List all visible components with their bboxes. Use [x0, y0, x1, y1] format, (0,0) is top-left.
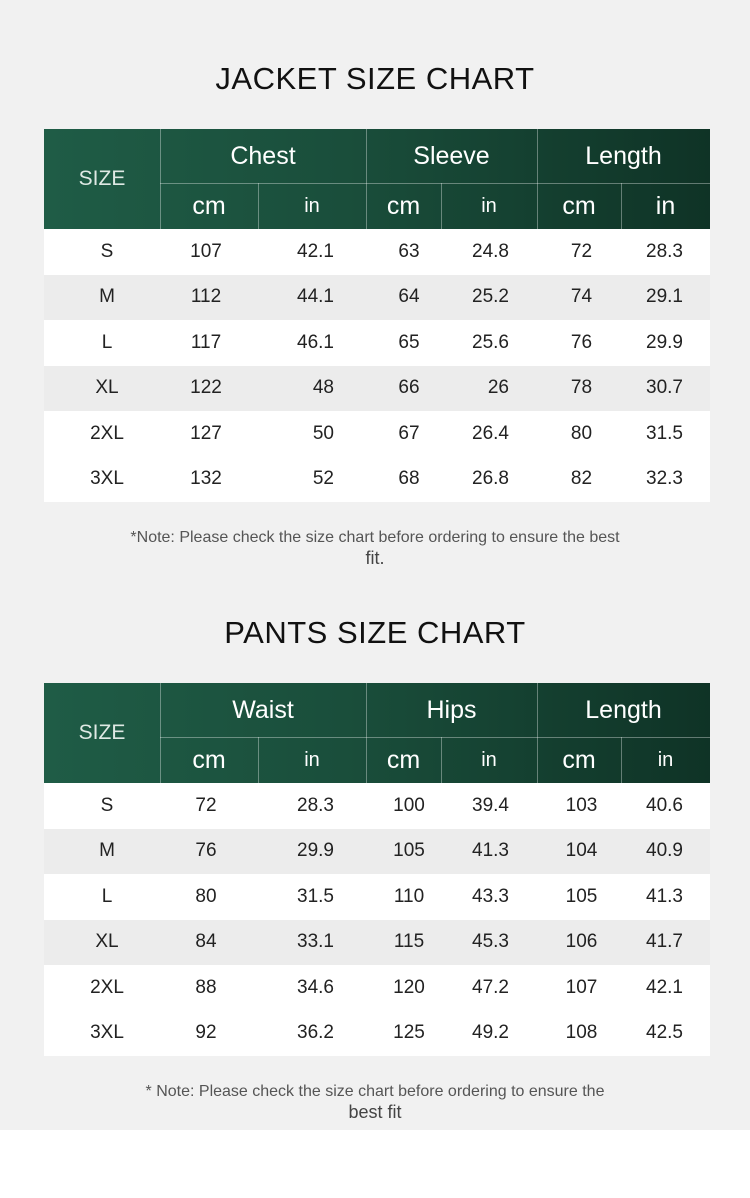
note-line: *Note: Please check the size chart before ordering to ensure the best [130, 529, 620, 546]
value-cell: 45.3 [472, 931, 509, 953]
size-column-header: SIZE [78, 721, 126, 744]
value-cell: 29.9 [297, 840, 334, 862]
value-cell: 49.2 [472, 1022, 509, 1044]
unit-cm-header: cm [386, 745, 421, 774]
size-column-header: SIZE [78, 167, 126, 190]
table-row [44, 1011, 710, 1057]
value-cell: 115 [393, 931, 425, 953]
size-cell: S [100, 794, 114, 816]
value-cell: 110 [393, 885, 425, 907]
note-line: * Note: Please check the size chart before ordering to ensure the [145, 1083, 605, 1100]
value-cell: 41.3 [472, 840, 509, 862]
value-cell: 120 [393, 976, 425, 998]
value-cell: 29.9 [646, 331, 683, 353]
value-cell: 132 [190, 468, 222, 490]
value-cell: 67 [398, 422, 420, 444]
value-cell: 42.5 [646, 1022, 683, 1044]
value-cell: 80 [570, 422, 593, 444]
value-cell: 39.4 [472, 794, 509, 816]
value-cell: 48 [312, 377, 334, 399]
value-cell: 117 [190, 331, 222, 353]
size-cell: 3XL [90, 468, 124, 490]
size-cell: L [101, 885, 113, 907]
unit-cm-header: cm [192, 191, 226, 220]
sleeve-header: Sleeve [413, 141, 490, 170]
value-cell: 26.8 [472, 468, 509, 490]
value-cell: 106 [565, 931, 598, 953]
pants-title: PANTS SIZE CHART [224, 615, 526, 650]
size-cell: L [101, 331, 113, 353]
value-cell: 41.3 [646, 885, 683, 907]
waist-header: Waist [232, 695, 294, 724]
jacket-table-header [44, 129, 710, 229]
value-cell: 122 [190, 377, 222, 399]
unit-cm-header: cm [562, 745, 596, 774]
value-cell: 80 [195, 885, 217, 907]
value-cell: 105 [565, 885, 598, 907]
hips-header: Hips [426, 695, 477, 724]
value-cell: 44.1 [297, 286, 334, 308]
size-cell: 2XL [90, 976, 124, 998]
value-cell: 66 [398, 377, 420, 399]
unit-in-header: in [657, 748, 674, 771]
value-cell: 65 [398, 331, 420, 353]
value-cell: 42.1 [646, 976, 683, 998]
value-cell: 36.2 [297, 1022, 334, 1044]
value-cell: 32.3 [646, 468, 683, 490]
table-row [44, 874, 710, 920]
unit-in-header: in [481, 748, 497, 771]
value-cell: 107 [190, 240, 222, 262]
value-cell: 88 [195, 976, 217, 998]
unit-in-header: in [655, 191, 676, 220]
value-cell: 26 [487, 377, 509, 399]
value-cell: 127 [190, 422, 222, 444]
table-row [44, 920, 710, 966]
value-cell: 125 [393, 1022, 425, 1044]
table-row [44, 965, 710, 1011]
value-cell: 25.2 [472, 286, 509, 308]
value-cell: 103 [565, 794, 598, 816]
value-cell: 100 [393, 794, 425, 816]
value-cell: 25.6 [472, 331, 509, 353]
table-row [44, 411, 710, 457]
size-cell: M [99, 840, 115, 862]
value-cell: 28.3 [297, 794, 334, 816]
value-cell: 63 [398, 240, 420, 262]
table-row [44, 457, 710, 503]
jacket-size-table [44, 129, 710, 502]
size-cell: 2XL [90, 422, 124, 444]
size-cell: XL [95, 377, 119, 399]
table-row [44, 829, 710, 875]
value-cell: 34.6 [297, 976, 334, 998]
unit-in-header: in [481, 194, 497, 217]
value-cell: 74 [570, 286, 593, 308]
bottom-background [0, 1130, 750, 1198]
table-row [44, 366, 710, 412]
length-header: Length [585, 141, 662, 170]
note-line: best fit [348, 1102, 402, 1122]
jacket-title: JACKET SIZE CHART [215, 61, 535, 96]
chest-header: Chest [230, 141, 296, 170]
pants-size-table [44, 683, 710, 1056]
unit-cm-header: cm [562, 191, 596, 220]
value-cell: 84 [195, 931, 217, 953]
value-cell: 42.1 [297, 240, 334, 262]
value-cell: 76 [570, 331, 593, 353]
unit-cm-header: cm [386, 191, 421, 220]
note-line: fit. [365, 548, 385, 568]
value-cell: 24.8 [472, 240, 509, 262]
pants-note [0, 1081, 750, 1123]
size-cell: 3XL [90, 1022, 124, 1044]
value-cell: 76 [195, 840, 217, 862]
value-cell: 112 [190, 286, 222, 308]
value-cell: 82 [570, 468, 593, 490]
unit-cm-header: cm [192, 745, 226, 774]
length-header: Length [585, 695, 662, 724]
value-cell: 31.5 [646, 422, 683, 444]
table-row [44, 320, 710, 366]
value-cell: 40.9 [646, 840, 683, 862]
value-cell: 47.2 [472, 976, 509, 998]
value-cell: 92 [195, 1022, 217, 1044]
value-cell: 64 [398, 286, 420, 308]
value-cell: 30.7 [646, 377, 683, 399]
table-row [44, 229, 710, 275]
value-cell: 29.1 [646, 286, 683, 308]
value-cell: 78 [570, 377, 593, 399]
value-cell: 105 [393, 840, 425, 862]
value-cell: 43.3 [472, 885, 509, 907]
value-cell: 40.6 [646, 794, 683, 816]
value-cell: 72 [570, 240, 593, 262]
value-cell: 52 [312, 468, 334, 490]
value-cell: 104 [565, 840, 598, 862]
value-cell: 41.7 [646, 931, 683, 953]
value-cell: 107 [565, 976, 598, 998]
unit-in-header: in [304, 748, 320, 771]
value-cell: 33.1 [297, 931, 334, 953]
jacket-note [0, 527, 750, 569]
value-cell: 72 [195, 794, 217, 816]
size-cell: S [100, 240, 114, 262]
value-cell: 108 [565, 1022, 598, 1044]
size-cell: M [99, 286, 115, 308]
value-cell: 50 [312, 422, 334, 444]
size-cell: XL [95, 931, 119, 953]
value-cell: 28.3 [646, 240, 683, 262]
table-row [44, 275, 710, 321]
value-cell: 46.1 [297, 331, 334, 353]
table-row [44, 783, 710, 829]
value-cell: 26.4 [472, 422, 509, 444]
pants-table-header [44, 683, 710, 783]
value-cell: 68 [398, 468, 420, 490]
unit-in-header: in [304, 194, 320, 217]
value-cell: 31.5 [297, 885, 334, 907]
